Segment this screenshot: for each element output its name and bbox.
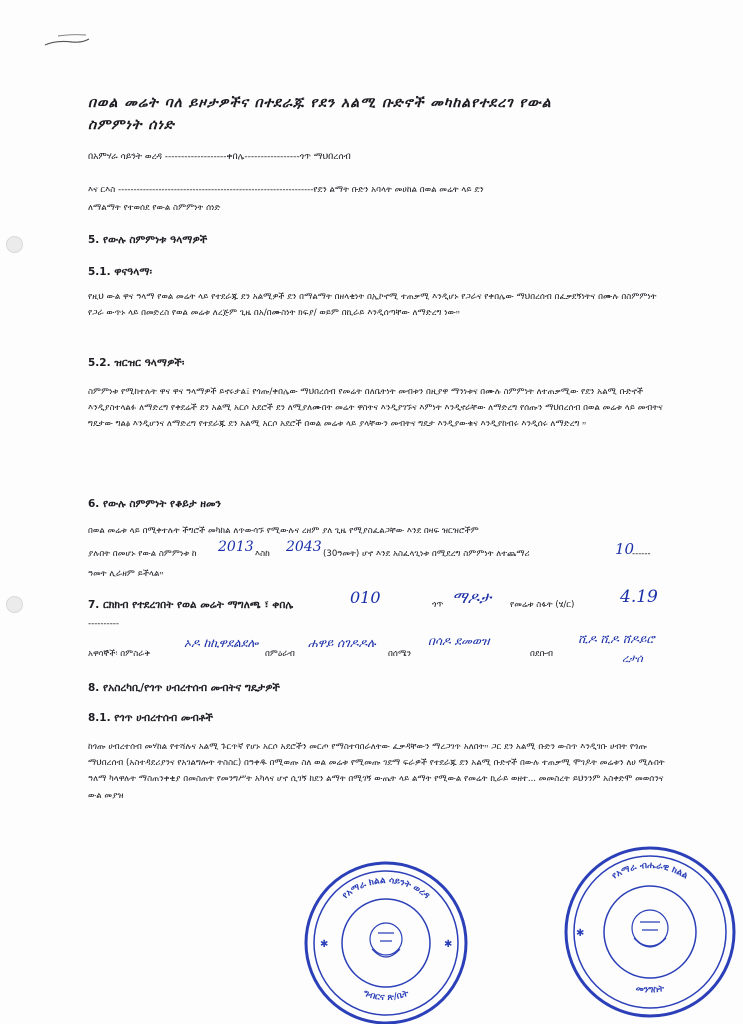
intro-line2: እና ርእስ ---------------------------------------------------------------የደን ልማት ቡድን አባላት መሀከል በወል መሬት ላይ ደን xyxy=(88,185,484,195)
document-title-line2: ስምምነት ሰነድ xyxy=(88,117,175,133)
west-label: በምዕራብ xyxy=(265,649,295,659)
section8-1-text: ከጎጡ ሀብረተሰብ መሃከል የተሻሉና አልሚ ጉርጥኛ የሆኑ አርሶ አደሮችን መርጦ የማስተባበራለትው ፈቃዳቸውን ማረጋገጥ አለበት። ጋር ደን አልሚ ቡድን ውስጥ እንዲገቡ ሀብት የጎጡ ማህበረሰብ (አስተዳደሪያንና የአገልግሎት ትስስር) በዓቀዱ በሚወጡ ስለ ወል መሬቱ የሚመጡ ገደማ ፍራዎች የተደራጁ ደን አልሚ ቡድኖች በውሉ ተጠቃሚ ሞገዶት መሬቱን ለሀ ሚሉበት ዓለማ ካላዋሉት ማስጠንቀቂያ በመስጠት የመንግሥት አካላና ሆኖ ሲገኝ ከደን ልማት በሚገኝ ውጤት ላይ ልማት የሚውል የመሬት ኪራይ ወዘተ... መመስረት ይህንንም አስቀድሞ መወሰንና ውል መያዝ xyxy=(88,742,665,801)
stamp2-top-text: የአማራ ብሔራዊ ክልል xyxy=(610,860,690,882)
svg-text:ግብርና ጽ/ቤት xyxy=(362,988,411,1003)
stamp2-bottom-text: መንግስት xyxy=(634,983,666,996)
boundaries-label: አዋሳኞች፡ በምስራቅ xyxy=(88,649,151,659)
stamp1-top-text: የአማራ ክልል ሳይንት ወረዳ xyxy=(340,875,432,902)
handwritten-south-2: ረታሰ xyxy=(622,652,643,665)
svg-text:✱: ✱ xyxy=(576,928,585,939)
pencil-mark xyxy=(42,30,92,50)
got-label: ጎጥ xyxy=(432,600,444,610)
area-label: የመሬቱ ስፋት (ሄ/ር) xyxy=(510,600,575,610)
punch-hole xyxy=(6,596,23,613)
north-label: በሰሜን xyxy=(388,649,412,659)
handwritten-kebele: 010 xyxy=(350,588,381,607)
document-title-line1: በወል መሬት ባለ ይዞታዎችና በተደራጁ የደን አልሚ ቡድኖች መካከልየተደረገ የውል xyxy=(88,95,552,111)
intro-line3: ለማልማት የተወሰደ የውል ስምምነት ሰነድ xyxy=(88,203,221,213)
handwritten-year-to: 2043 xyxy=(286,539,322,555)
section8-heading: 8. የአስረካቢ/የጎጥ ሀብረተሰብ መብትና ግዴታዎች xyxy=(88,682,280,694)
svg-text:የአማራ ክልል ሳይንት ወረዳ xyxy=(341,876,432,901)
handwritten-south: ሺዶ ሺዶ ሸዶይሮ xyxy=(578,632,655,646)
section7-dashes: ---------- xyxy=(88,619,120,629)
handwritten-north: በሳዶ ደመወዝ xyxy=(428,634,490,648)
official-seal-stamp-2 xyxy=(546,840,743,1024)
handwritten-west: ሐዋይ ሰገዶዶሉ xyxy=(308,636,376,650)
svg-text:✱: ✱ xyxy=(444,939,453,950)
handwritten-extra-years: 10 xyxy=(615,540,635,558)
svg-text:መንግስት xyxy=(635,984,666,996)
stamp1-bottom-text: ግብርና ጽ/ቤት xyxy=(361,988,411,1003)
section6-line2-post: (30ዓመት) ሆኖ እንደ አስፈላጊነቱ በሚደረግ ስምምነት ለተጨማሪ xyxy=(323,549,530,559)
section5-heading: 5. የውሉ ስምምነቱ ዓላማዎች xyxy=(88,234,208,246)
handwritten-year-from: 2013 xyxy=(218,539,254,555)
section6-heading: 6. የውሉ ስምምነት የቆይታ ዘመን xyxy=(88,498,221,510)
svg-text:✱: ✱ xyxy=(320,939,329,950)
intro-line1: በአምሃራ ሳይንት ወረዳ -------------------ቀበሌ-----------------ጎጥ ማህበረሰብ xyxy=(88,152,351,162)
section6-until-label: እስከ xyxy=(255,549,270,559)
section7-heading: 7. ርክክብ የተደረገበት የወል መሬት ማግለጫ ፣ ቀበሌ xyxy=(88,599,294,611)
section6-line3: ዓመት ሊራዘም ይችላል። xyxy=(88,569,164,579)
handwritten-got: ማዶታ xyxy=(452,588,492,607)
section5-2-text: ስምምነቱ የሚከተሉት ዋና ዋና ዓላማዎች ይኖሩታል፤ የጎጡ/ቀበሌው ማህበረሰብ የመሬት በለቤትነት መብቱን በዚያዋ ማንነቱና በሙሉ ስምምነት ለተጠቃሚው የደን አልሚ ቡድኖች እንዲያስተላልፉ ለማድረግ የቀደሬች ደን አልሚ አርሶ አደሮች ደን ለሚያለሙበት መሬት ዋስትና እንዲያገኙና እምነት እንዲኖራቸው ለማድረግ የሰጡን ማህበረሰብ በወል መሬቱ ላይ መብትና ግዴታው ግልፅ እንዲሆንና ለማድረግ የተደራጁ ደን አልሚ አርሶ አደሮች በወል መሬቱ ላይ ያላቸውን መብትና ግዴታ እንዲያውቁና እንዲያከብሩ እንዲሰሩ ለማድረግ ። xyxy=(88,387,663,430)
section6-line2-pre: ያሉበት በመሆኑ የውል ስምምነቱ ከ xyxy=(88,549,197,559)
handwritten-area: 4.19 xyxy=(620,587,658,607)
official-seal-stamp xyxy=(300,857,472,1024)
south-label: በደቡብ xyxy=(530,649,554,659)
punch-hole xyxy=(6,236,23,253)
section5-1-heading: 5.1. ዋናዓላማ፡ xyxy=(88,266,152,278)
svg-text:የአማራ ብሔራዊ ክልል xyxy=(610,861,689,882)
section5-2-heading: 5.2. ዝርዝር ዓላማዎች፡ xyxy=(88,357,185,369)
section8-1-heading: 8.1. የጎጥ ሀብረተሰብ መብቶች xyxy=(88,712,213,724)
section6-line2-dashes: ------ xyxy=(632,549,651,559)
handwritten-east: ኦዶ ከኪዋደልደሎ xyxy=(184,636,259,650)
section5-1-text: የዚህ ውል ዋና ዓላማ የወል መሬት ላይ የተደራጁ ደን አልሚዎች ደን በማልማት በዘላቂነት በኢኮኖሚ ተጠቃሚ እንዲሆኑ የጋራና የቀበሌው ማህበረሰብ በፈቃደኝነትና በሙሉ በስምምነት የጋራ ውጥኑ ላይ በመድረስ የወል መሬቱ ለረጅም ጊዜ በአ/በሙስነት ክፍያ/ ወይም በኪራይ እንዲሰጣቸው ለማድረግ ነው። xyxy=(88,292,657,319)
section6-line1: በወል መሬቱ ላይ በሚቀተሉት ችግሮች መካከል ለጥውሳኙ የሚውሉና ረዘም ያለ ጊዜ የሚያስፈልጋቸው እንደ በዛፍ ዝርዝሮችም xyxy=(88,526,479,536)
